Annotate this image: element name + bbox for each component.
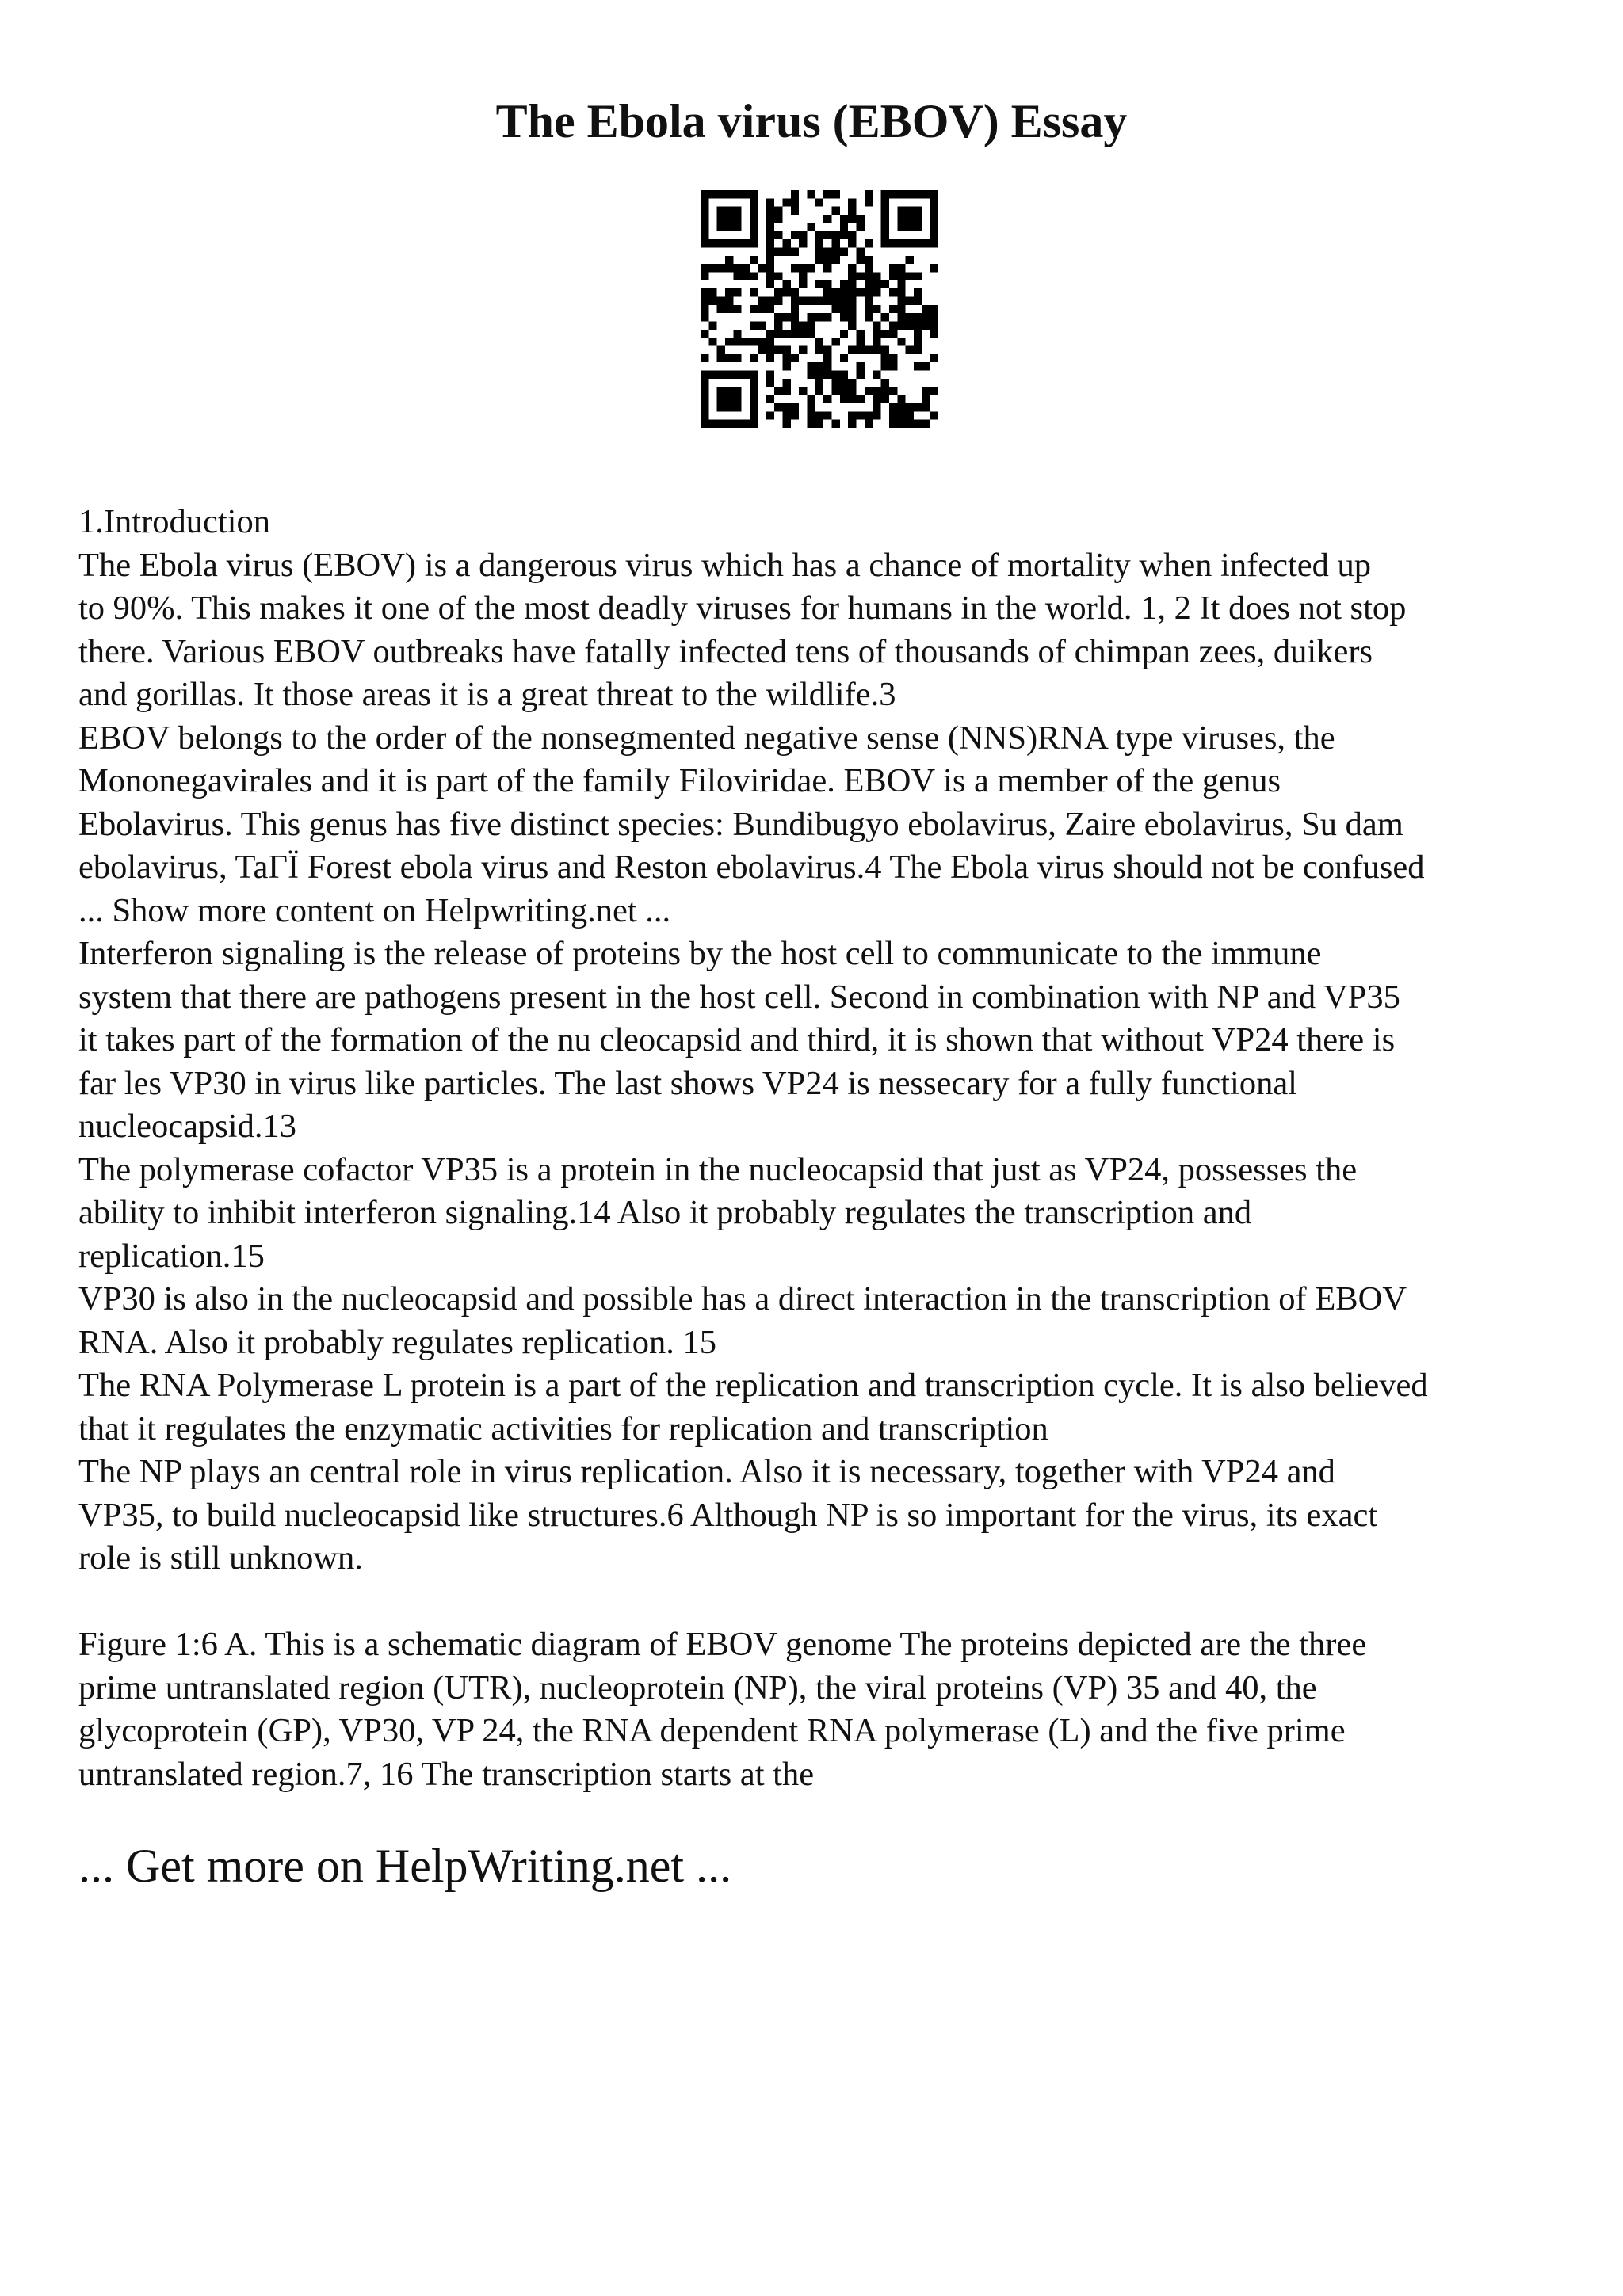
- body-line: VP30 is also in the nucleocapsid and possible has a direct interaction in the transcription of EBOV: [78, 1280, 1407, 1318]
- body-line: Ebolavirus. This genus has five distinct species: Bundibugyo ebolavirus, Zaire ebolavirus, Su dam: [78, 805, 1403, 843]
- body-line: replication.15: [78, 1237, 265, 1275]
- get-more-link[interactable]: ... Get more on HelpWriting.net ...: [78, 1840, 732, 1892]
- body-line: The polymerase cofactor VP35 is a protein in the nucleocapsid that just as VP24, possesses the: [78, 1150, 1358, 1188]
- body-line: glycoprotein (GP), VP30, VP 24, the RNA dependent RNA polymerase (L) and the five prime: [78, 1712, 1346, 1749]
- paragraph-gap: [78, 1581, 1568, 1624]
- body-line: EBOV belongs to the order of the nonsegmented negative sense (NNS)RNA type viruses, the: [78, 719, 1335, 757]
- body-line: that it regulates the enzymatic activities for replication and transcription: [78, 1409, 1048, 1447]
- body-line: far les VP30 in virus like particles. The last shows VP24 is nessecary for a fully functional: [78, 1064, 1297, 1102]
- body-line: system that there are pathogens present in the host cell. Second in combination with NP and VP35: [78, 978, 1400, 1016]
- body-line: nucleocapsid.13: [78, 1108, 296, 1145]
- document-title: The Ebola virus (EBOV) Essay: [495, 95, 1128, 147]
- body-line: and gorillas. It those areas it is a great threat to the wildlife.3: [78, 676, 896, 713]
- body-line: Mononegavirales and it is part of the family Filoviridae. EBOV is a member of the genus: [78, 762, 1281, 799]
- body-line: 1.Introduction: [78, 503, 270, 540]
- body-line: The Ebola virus (EBOV) is a dangerous virus which has a chance of mortality when infected up: [78, 546, 1372, 584]
- qr-code-icon: [701, 190, 938, 428]
- body-line: Interferon signaling is the release of proteins by the host cell to communicate to the immune: [78, 935, 1322, 972]
- body-line: The RNA Polymerase L protein is a part of the replication and transcription cycle. It is also believed: [78, 1367, 1428, 1404]
- body-line: it takes part of the formation of the nu cleocapsid and third, it is shown that without VP24 there is: [78, 1021, 1396, 1058]
- body-line: ebolavirus, TaΓЇ Forest ebola virus and Reston ebolavirus.4 The Ebola virus should not be confused: [78, 849, 1425, 886]
- body-line: The NP plays an central role in virus replication. Also it is necessary, together with VP24 and: [78, 1453, 1335, 1490]
- body-line: prime untranslated region (UTR), nucleoprotein (NP), the viral proteins (VP) 35 and 40, the: [78, 1669, 1317, 1707]
- body-line: role is still unknown.: [78, 1539, 363, 1577]
- body-line: to 90%. This makes it one of the most deadly viruses for humans in the world. 1, 2 It does not stop: [78, 589, 1407, 627]
- body-line: ability to inhibit interferon signaling.14 Also it probably regulates the transcription and: [78, 1194, 1252, 1231]
- body-line: Figure 1:6 A. This is a schematic diagram of EBOV genome The proteins depicted are the three: [78, 1626, 1367, 1663]
- body-line: RNA. Also it probably regulates replication. 15: [78, 1323, 716, 1361]
- document-body: [78, 501, 1568, 1796]
- body-line: VP35, to build nucleocapsid like structures.6 Although NP is so important for the virus, its exact: [78, 1496, 1378, 1534]
- body-line: there. Various EBOV outbreaks have fatally infected tens of thousands of chimpan zees, duikers: [78, 632, 1373, 670]
- body-line: ... Show more content on Helpwriting.net ...: [78, 891, 671, 929]
- body-line: untranslated region.7, 16 The transcription starts at the: [78, 1755, 815, 1793]
